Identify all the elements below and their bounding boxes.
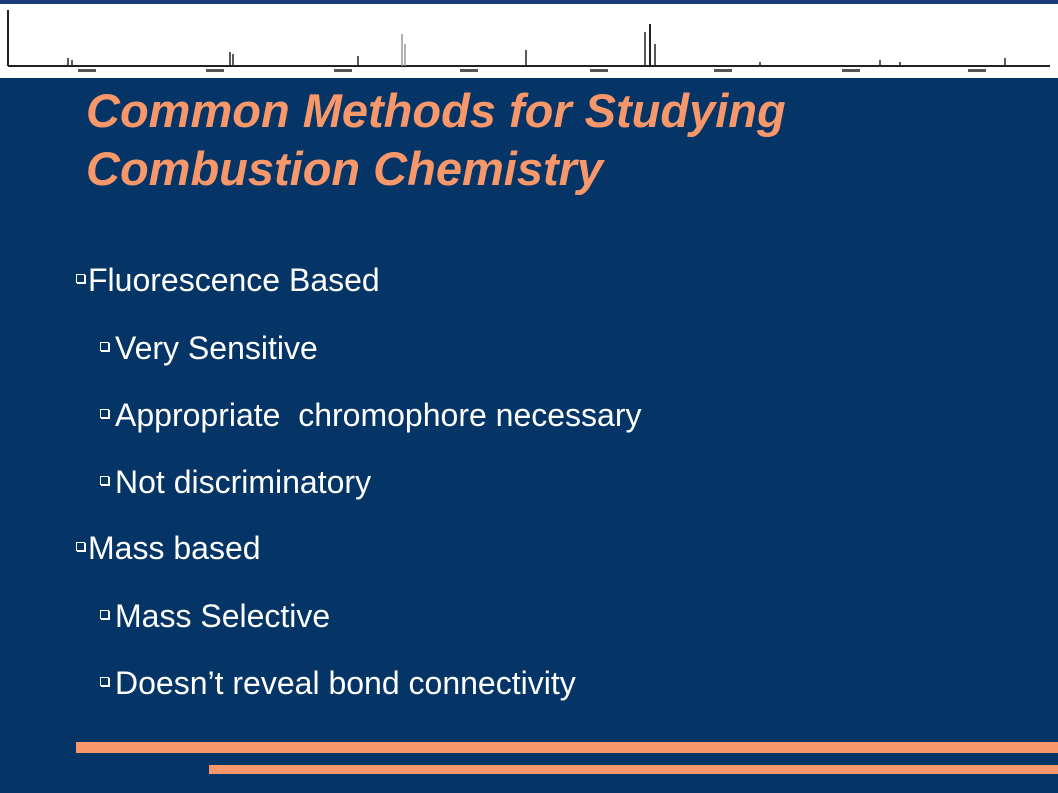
bullet-text: Fluorescence Based <box>88 262 380 298</box>
bullet-text: Very Sensitive <box>115 330 318 366</box>
square-bullet-icon <box>100 342 109 351</box>
spectrum-tick-labels <box>78 69 986 72</box>
bullet-text: Appropriate chromophore necessary <box>115 397 642 433</box>
bullet-item <box>100 464 371 500</box>
bullet-text: Not discriminatory <box>115 464 372 500</box>
tick-mark <box>460 69 478 72</box>
square-bullet-icon <box>100 476 109 485</box>
square-bullet-icon <box>76 542 85 551</box>
square-bullet-icon <box>100 677 109 686</box>
tick-mark <box>968 69 986 72</box>
square-bullet-icon <box>100 409 109 418</box>
slide-title <box>86 82 1026 198</box>
bullet-text: Mass Selective <box>115 598 331 634</box>
spectrum-svg <box>0 0 1058 78</box>
square-bullet-icon <box>76 274 85 283</box>
tick-mark <box>714 69 732 72</box>
bullet-item <box>100 598 330 634</box>
title-line-2: Combustion Chemistry <box>86 142 604 195</box>
tick-mark <box>334 69 352 72</box>
bullet-item <box>76 530 261 566</box>
accent-bar-lower <box>209 765 1058 774</box>
accent-bar-upper <box>76 742 1058 753</box>
spectrum-peaks <box>68 24 1005 66</box>
bullet-item <box>76 262 380 298</box>
mass-spectrum-image <box>0 0 1058 78</box>
bullet-item <box>100 665 576 701</box>
tick-mark <box>206 69 224 72</box>
tick-mark <box>590 69 608 72</box>
bullet-item <box>100 397 642 433</box>
bullet-item <box>100 330 318 366</box>
title-line-1: Common Methods for Studying <box>86 84 786 137</box>
bullet-text: Mass based <box>88 530 261 566</box>
tick-mark <box>842 69 860 72</box>
bullet-text: Doesn’t reveal bond connectivity <box>115 665 576 701</box>
square-bullet-icon <box>100 610 109 619</box>
tick-mark <box>78 69 96 72</box>
